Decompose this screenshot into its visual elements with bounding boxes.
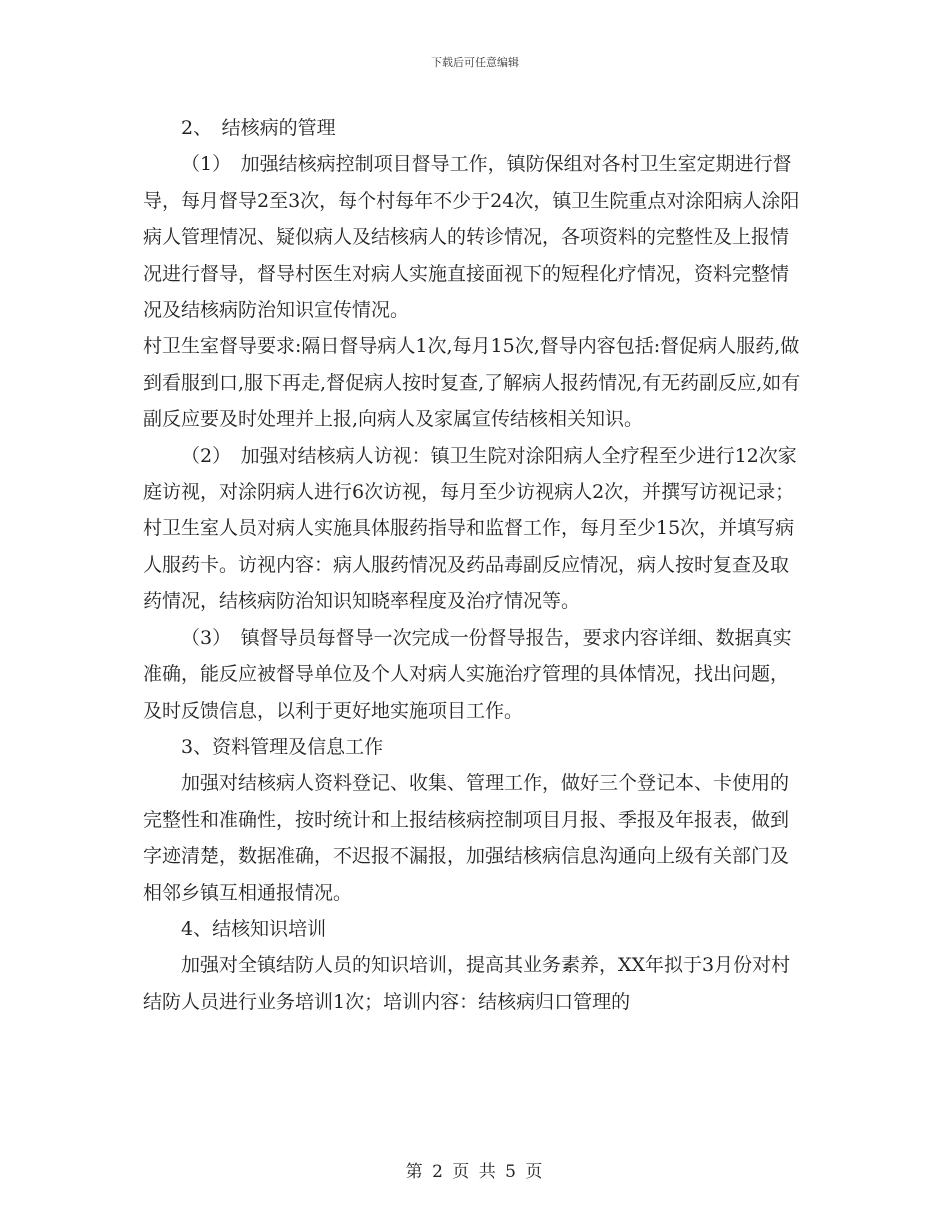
paragraph-item-1: （1） 加强结核病控制项目督导工作，镇防保组对各村卫生室定期进行督导，每月督导2至3次，每个村每年不少于24次，镇卫生院重点对涂阳病人涂阳病人管理情况、疑似病人及结核病人的转诊情况，各项资料的完整性及上报情况进行督导，督导村医生对病人实施直接面视下的短程化疗情况，资料完整情况及结核病防治知识宣传情况。 <box>143 153 800 322</box>
paragraph-village-requirements: 村卫生室督导要求:隔日督导病人1次,每月15次,督导内容包括:督促病人服药,做到看服到口,服下再走,督促病人按时复查,了解病人报药情况,有无药副反应,如有副反应要及时处理并上报,向病人及家属宣传结核相关知识。 <box>143 335 801 431</box>
paragraph-item-3: （3） 镇督导员每督导一次完成一份督导报告，要求内容详细、数据真实准确，能反应被督导单位及个人对病人实施治疗管理的具体情况，找出问题，及时反馈信息，以利于更好地实施项目工作。 <box>143 626 792 722</box>
document-body <box>143 110 807 1020</box>
page-footer: 第 2 页 共 5 页 <box>405 1162 545 1182</box>
section-heading-3: 3、资料管理及信息工作 <box>181 735 384 758</box>
paragraph-data-management: 加强对结核病人资料登记、收集、管理工作，做好三个登记本、卡使用的完整性和准确性，按时统计和上报结核病控制项目月报、季报及年报表，做到字迹清楚，数据准确，不迟报不漏报，加强结核病信息沟通向上级有关部门及相邻乡镇互相通报情况。 <box>143 772 790 904</box>
section-heading-4: 4、结核知识培训 <box>181 917 327 940</box>
paragraph-training: 加强对全镇结防人员的知识培训，提高其业务素养，XX年拟于3月份对村结防人员进行业务培训1次；培训内容：结核病归口管理的 <box>143 954 791 1013</box>
paragraph-item-2: （2） 加强对结核病人访视：镇卫生院对涂阳病人全疗程至少进行12次家庭访视，对涂阴病人进行6次访视，每月至少访视病人2次，并撰写访视记录；村卫生室人员对病人实施具体服药指导和监督工作，每月至少15次，并填写病人服药卡。访视内容：病人服药情况及药品毒副反应情况，病人按时复查及取药情况，结核病防治知识知晓率程度及治疗情况等。 <box>143 444 797 613</box>
page-header: 下载后可任意编辑 <box>431 56 519 69</box>
section-heading-2: 2、 结核病的管理 <box>181 117 336 139</box>
